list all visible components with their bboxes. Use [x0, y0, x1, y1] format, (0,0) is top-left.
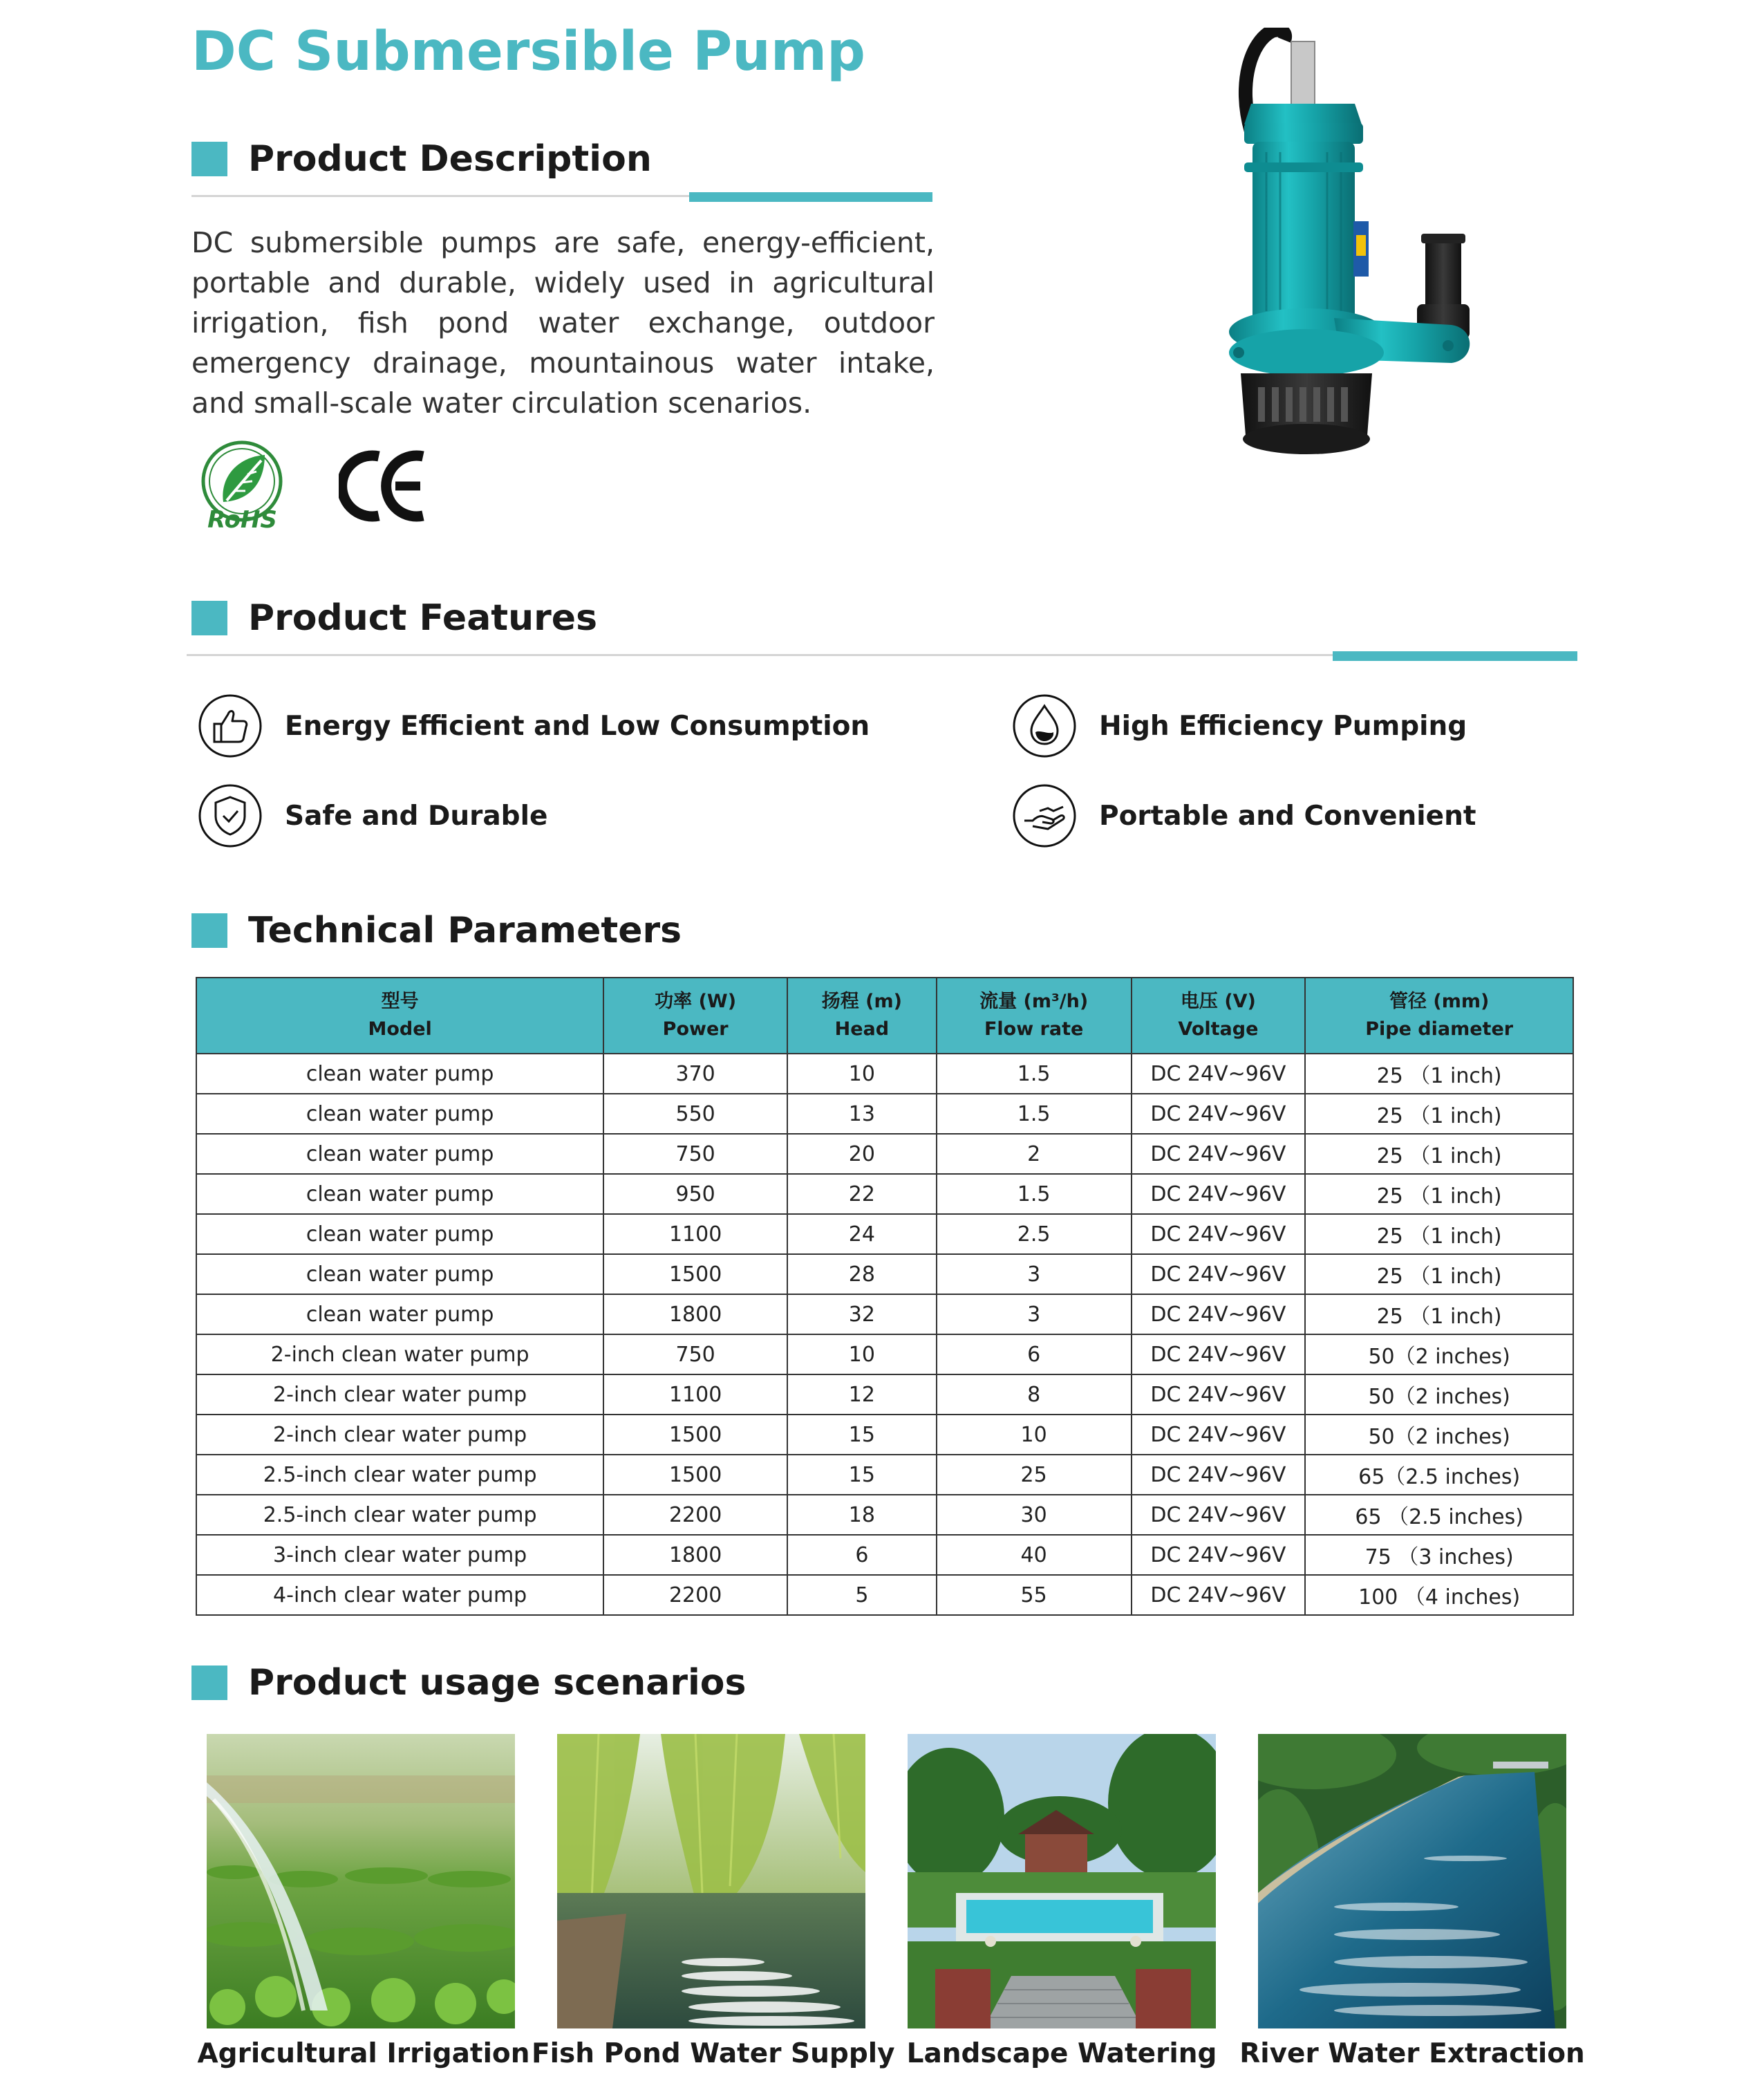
rohs-leaf-icon [196, 440, 289, 533]
cell-power: 1500 [603, 1254, 787, 1294]
cell-voltage: DC 24V~96V [1132, 1374, 1306, 1415]
cell-voltage: DC 24V~96V [1132, 1054, 1306, 1094]
column-header-pipe: 管径 (mm) Pipe diameter [1305, 978, 1573, 1054]
parameters-table [196, 977, 1574, 1616]
cell-voltage: DC 24V~96V [1132, 1575, 1306, 1615]
cell-model: clean water pump [196, 1254, 603, 1294]
cell-head: 22 [787, 1174, 937, 1214]
cell-head: 6 [787, 1535, 937, 1575]
cell-model: 3-inch clear water pump [196, 1535, 603, 1575]
cell-flow: 30 [937, 1495, 1132, 1535]
cell-pipe: 25 （1 inch) [1305, 1094, 1573, 1134]
scenario-image-river [1258, 1734, 1566, 2028]
cell-pipe: 75 （3 inches) [1305, 1535, 1573, 1575]
section-square-icon [191, 1666, 227, 1700]
table-row [196, 1415, 1573, 1455]
cell-pipe: 25 （1 inch) [1305, 1294, 1573, 1334]
pump-image [1203, 28, 1507, 463]
scenario-image-irrigation [207, 1734, 515, 2028]
parameters-title: Technical Parameters [248, 910, 682, 951]
table-row [196, 1374, 1573, 1415]
cell-flow: 3 [937, 1254, 1132, 1294]
shield-check-icon [198, 783, 263, 848]
section-square-icon [191, 142, 227, 176]
cell-pipe: 25 （1 inch) [1305, 1174, 1573, 1214]
section-square-icon [191, 913, 227, 948]
cell-voltage: DC 24V~96V [1132, 1415, 1306, 1455]
scenarios-heading [191, 1662, 746, 1704]
cell-flow: 25 [937, 1455, 1132, 1495]
cell-pipe: 100 （4 inches) [1305, 1575, 1573, 1615]
column-header-head: 扬程 (m) Head [787, 978, 937, 1054]
feature-item-energy [198, 693, 870, 758]
cell-model: clean water pump [196, 1054, 603, 1094]
cell-head: 13 [787, 1094, 937, 1134]
cell-model: 2-inch clear water pump [196, 1374, 603, 1415]
cell-flow: 55 [937, 1575, 1132, 1615]
cell-voltage: DC 24V~96V [1132, 1134, 1306, 1174]
scenario-image-fish-pond [557, 1734, 865, 2028]
feature-item-pumping [1012, 693, 1467, 758]
table-row [196, 1575, 1573, 1615]
scenario-label-river: River Water Extraction [1239, 2038, 1585, 2069]
cell-model: 2.5-inch clear water pump [196, 1495, 603, 1535]
cell-model: clean water pump [196, 1094, 603, 1134]
cell-power: 550 [603, 1094, 787, 1134]
cell-model: 2-inch clean water pump [196, 1334, 603, 1374]
cell-voltage: DC 24V~96V [1132, 1334, 1306, 1374]
cell-pipe: 50（2 inches) [1305, 1334, 1573, 1374]
cell-head: 15 [787, 1455, 937, 1495]
cell-head: 5 [787, 1575, 937, 1615]
cell-power: 1500 [603, 1415, 787, 1455]
cell-pipe: 50（2 inches) [1305, 1415, 1573, 1455]
cell-voltage: DC 24V~96V [1132, 1294, 1306, 1334]
cell-flow: 2 [937, 1134, 1132, 1174]
cell-power: 750 [603, 1134, 787, 1174]
cell-pipe: 25 （1 inch) [1305, 1214, 1573, 1254]
cell-flow: 40 [937, 1535, 1132, 1575]
table-row [196, 1134, 1573, 1174]
rohs-text: RoHS [207, 506, 277, 534]
cell-voltage: DC 24V~96V [1132, 1495, 1306, 1535]
scenarios-title: Product usage scenarios [248, 1662, 747, 1704]
cell-flow: 1.5 [937, 1174, 1132, 1214]
cell-power: 370 [603, 1054, 787, 1094]
features-heading [191, 597, 597, 639]
cell-power: 750 [603, 1334, 787, 1374]
description-text: DC submersible pumps are safe, energy-efficient, portable and durable, widely used in agricultural irrigation, fish pond water exchange, outdoor emergency drainage, mountainous water intake, and small-scale water circulation scenarios. [191, 226, 935, 420]
cell-flow: 10 [937, 1415, 1132, 1455]
cell-model: clean water pump [196, 1134, 603, 1174]
scenario-label-fish-pond: Fish Pond Water Supply [532, 2038, 895, 2069]
cell-model: clean water pump [196, 1174, 603, 1214]
cell-pipe: 25 （1 inch) [1305, 1254, 1573, 1294]
cell-head: 10 [787, 1054, 937, 1094]
cell-voltage: DC 24V~96V [1132, 1094, 1306, 1134]
cell-flow: 6 [937, 1334, 1132, 1374]
table-row [196, 1054, 1573, 1094]
feature-label-pumping: High Efficiency Pumping [1099, 710, 1467, 742]
feature-label-portable: Portable and Convenient [1099, 800, 1476, 832]
table-row [196, 1094, 1573, 1134]
cell-model: clean water pump [196, 1294, 603, 1334]
table-row [196, 1455, 1573, 1495]
column-header-voltage: 电压 (V) Voltage [1132, 978, 1306, 1054]
ce-mark-icon [339, 448, 429, 524]
cell-flow: 2.5 [937, 1214, 1132, 1254]
table-row [196, 1254, 1573, 1294]
table-row [196, 1535, 1573, 1575]
cell-model: 4-inch clear water pump [196, 1575, 603, 1615]
cell-power: 2200 [603, 1495, 787, 1535]
table-header-row [196, 978, 1573, 1054]
cell-head: 20 [787, 1134, 937, 1174]
cell-power: 1100 [603, 1374, 787, 1415]
feature-item-safe [198, 783, 547, 848]
cell-head: 32 [787, 1294, 937, 1334]
column-header-model: 型号 Model [196, 978, 603, 1054]
cell-head: 15 [787, 1415, 937, 1455]
cell-pipe: 65 （2.5 inches) [1305, 1495, 1573, 1535]
column-header-flow: 流量 (m³/h) Flow rate [937, 978, 1132, 1054]
cell-pipe: 25 （1 inch) [1305, 1134, 1573, 1174]
scenario-label-landscape: Landscape Watering [906, 2038, 1217, 2069]
cell-pipe: 25 （1 inch) [1305, 1054, 1573, 1094]
table-row [196, 1334, 1573, 1374]
cell-pipe: 65（2.5 inches) [1305, 1455, 1573, 1495]
cell-head: 28 [787, 1254, 937, 1294]
water-drop-icon [1012, 693, 1077, 758]
table-row [196, 1214, 1573, 1254]
thumbs-up-icon [198, 693, 263, 758]
features-rule-accent [1333, 651, 1577, 661]
cell-voltage: DC 24V~96V [1132, 1214, 1306, 1254]
cell-flow: 1.5 [937, 1094, 1132, 1134]
cell-voltage: DC 24V~96V [1132, 1455, 1306, 1495]
table-row [196, 1294, 1573, 1334]
cell-flow: 8 [937, 1374, 1132, 1415]
cell-power: 1500 [603, 1455, 787, 1495]
scenario-label-irrigation: Agricultural Irrigation [197, 2038, 530, 2069]
description-heading [191, 138, 652, 180]
cell-power: 2200 [603, 1575, 787, 1615]
feature-label-safe: Safe and Durable [285, 800, 548, 832]
cell-model: 2.5-inch clear water pump [196, 1455, 603, 1495]
cell-head: 18 [787, 1495, 937, 1535]
cell-voltage: DC 24V~96V [1132, 1254, 1306, 1294]
features-title: Product Features [248, 597, 598, 639]
section-square-icon [191, 601, 227, 635]
feature-label-energy: Energy Efficient and Low Consumption [285, 710, 870, 742]
feature-item-portable [1012, 783, 1476, 848]
cell-head: 12 [787, 1374, 937, 1415]
table-row [196, 1495, 1573, 1535]
cell-model: clean water pump [196, 1214, 603, 1254]
cell-power: 1100 [603, 1214, 787, 1254]
hand-holding-icon [1012, 783, 1077, 848]
page-title: DC Submersible Pump [191, 21, 865, 83]
cell-power: 1800 [603, 1535, 787, 1575]
cell-head: 24 [787, 1214, 937, 1254]
column-header-power: 功率 (W) Power [603, 978, 787, 1054]
cell-model: 2-inch clear water pump [196, 1415, 603, 1455]
cell-flow: 3 [937, 1294, 1132, 1334]
cell-voltage: DC 24V~96V [1132, 1174, 1306, 1214]
scenario-image-landscape [908, 1734, 1216, 2028]
cell-power: 1800 [603, 1294, 787, 1334]
cell-flow: 1.5 [937, 1054, 1132, 1094]
parameters-heading [191, 910, 682, 951]
description-rule-accent [689, 192, 932, 202]
cell-voltage: DC 24V~96V [1132, 1535, 1306, 1575]
cell-head: 10 [787, 1334, 937, 1374]
cell-pipe: 50（2 inches) [1305, 1374, 1573, 1415]
cell-power: 950 [603, 1174, 787, 1214]
table-row [196, 1174, 1573, 1214]
description-title: Product Description [248, 138, 652, 180]
